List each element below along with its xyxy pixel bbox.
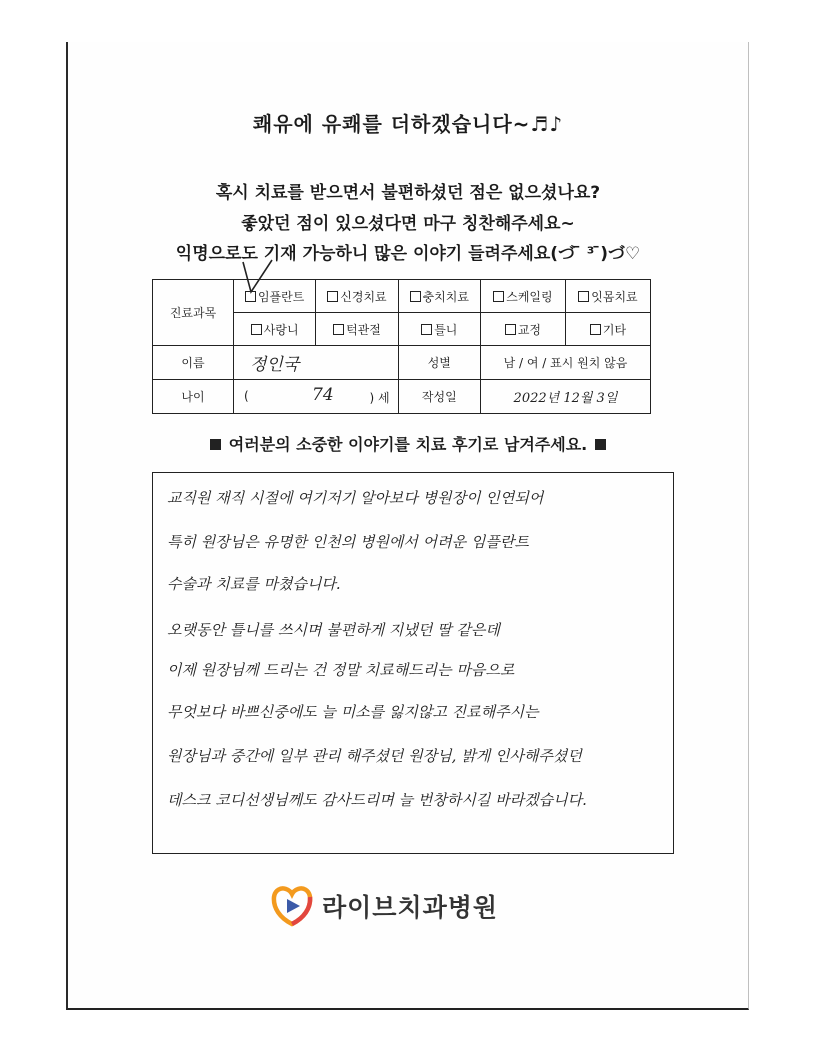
logo-name: 라이브치과병원 <box>322 893 499 922</box>
square-bullet-icon <box>210 439 221 450</box>
treatment-option[interactable]: 교정 <box>480 313 565 346</box>
intro-line: 좋았던 점이 있으셨다면 마구 칭찬해주세요~ <box>241 214 575 234</box>
treatment-option[interactable]: 충치치료 <box>398 280 480 313</box>
treatment-option[interactable]: 신경치료 <box>316 280 398 313</box>
review-line: 데스크 코디선생님께도 감사드리며 늘 번창하시길 바라겠습니다. <box>167 791 587 809</box>
square-bullet-icon <box>595 439 606 450</box>
checkbox[interactable] <box>590 324 601 335</box>
treatment-option[interactable]: 잇몸치료 <box>565 280 650 313</box>
checkbox[interactable] <box>333 324 344 335</box>
gender-field[interactable] <box>480 346 650 380</box>
review-line: 오랫동안 틀니를 쓰시며 불편하게 지냈던 딸 같은데 <box>167 621 500 639</box>
checkbox[interactable] <box>410 291 421 302</box>
name-value: 정인국 <box>250 355 300 375</box>
treatment-option[interactable]: 스케일링 <box>480 280 565 313</box>
review-line: 원장님과 중간에 일부 관리 해주셨던 원장님, 밝게 인사해주셨던 <box>167 747 582 765</box>
review-line: 특히 원장님은 유명한 인천의 병원에서 어려운 임플란트 <box>167 533 529 551</box>
gender-options: 남 / 여 / 표시 원치 않음 <box>503 356 628 370</box>
treatment-option[interactable]: 틀니 <box>398 313 480 346</box>
treatment-option[interactable]: 임플란트 <box>234 280 316 313</box>
date-field[interactable] <box>480 380 650 414</box>
checkbox[interactable] <box>505 324 516 335</box>
check-mark-icon <box>240 258 276 298</box>
checkbox[interactable] <box>251 324 262 335</box>
age-value: 74 <box>312 385 334 405</box>
checkbox[interactable] <box>493 291 504 302</box>
hospital-logo <box>270 884 498 928</box>
info-form-table <box>152 279 651 414</box>
review-line: 수술과 치료를 마쳤습니다. <box>167 575 341 593</box>
checkbox[interactable] <box>578 291 589 302</box>
date-value: 2022년 12월 3일 <box>513 391 618 406</box>
checkbox[interactable] <box>421 324 432 335</box>
treatment-option[interactable]: 턱관절 <box>316 313 398 346</box>
treatment-label: 진료과목 <box>153 280 234 346</box>
page-title: 쾌유에 유쾌를 더하겠습니다~♬♪ <box>252 112 564 136</box>
tooth-play-logo-icon <box>270 884 314 928</box>
review-line: 이제 원장님께 드리는 건 정말 치료해드리는 마음으로 <box>167 661 515 679</box>
review-line: 교직원 재직 시절에 여기저기 알아보다 병원장이 인연되어 <box>167 489 544 507</box>
date-label: 작성일 <box>398 380 480 414</box>
name-label: 이름 <box>153 346 234 380</box>
checkbox[interactable] <box>327 291 338 302</box>
age-label: 나이 <box>153 380 234 414</box>
name-field[interactable] <box>234 346 399 380</box>
review-box[interactable] <box>152 472 674 854</box>
age-field[interactable]: ( 74 ) 세 <box>234 380 399 414</box>
treatment-option[interactable]: 사랑니 <box>234 313 316 346</box>
treatment-option[interactable]: 기타 <box>565 313 650 346</box>
intro-line: 익명으로도 기재 가능하니 많은 이야기 들려주세요(づ ̄ ³ ̄)づ♡ <box>175 244 641 264</box>
gender-label: 성별 <box>398 346 480 380</box>
review-line: 무엇보다 바쁘신중에도 늘 미소를 잃지않고 진료해주시는 <box>167 703 539 721</box>
intro-line: 혹시 치료를 받으면서 불편하셨던 점은 없으셨나요? <box>215 183 601 203</box>
section-title: 여러분의 소중한 이야기를 치료 후기로 남겨주세요. <box>0 432 816 455</box>
